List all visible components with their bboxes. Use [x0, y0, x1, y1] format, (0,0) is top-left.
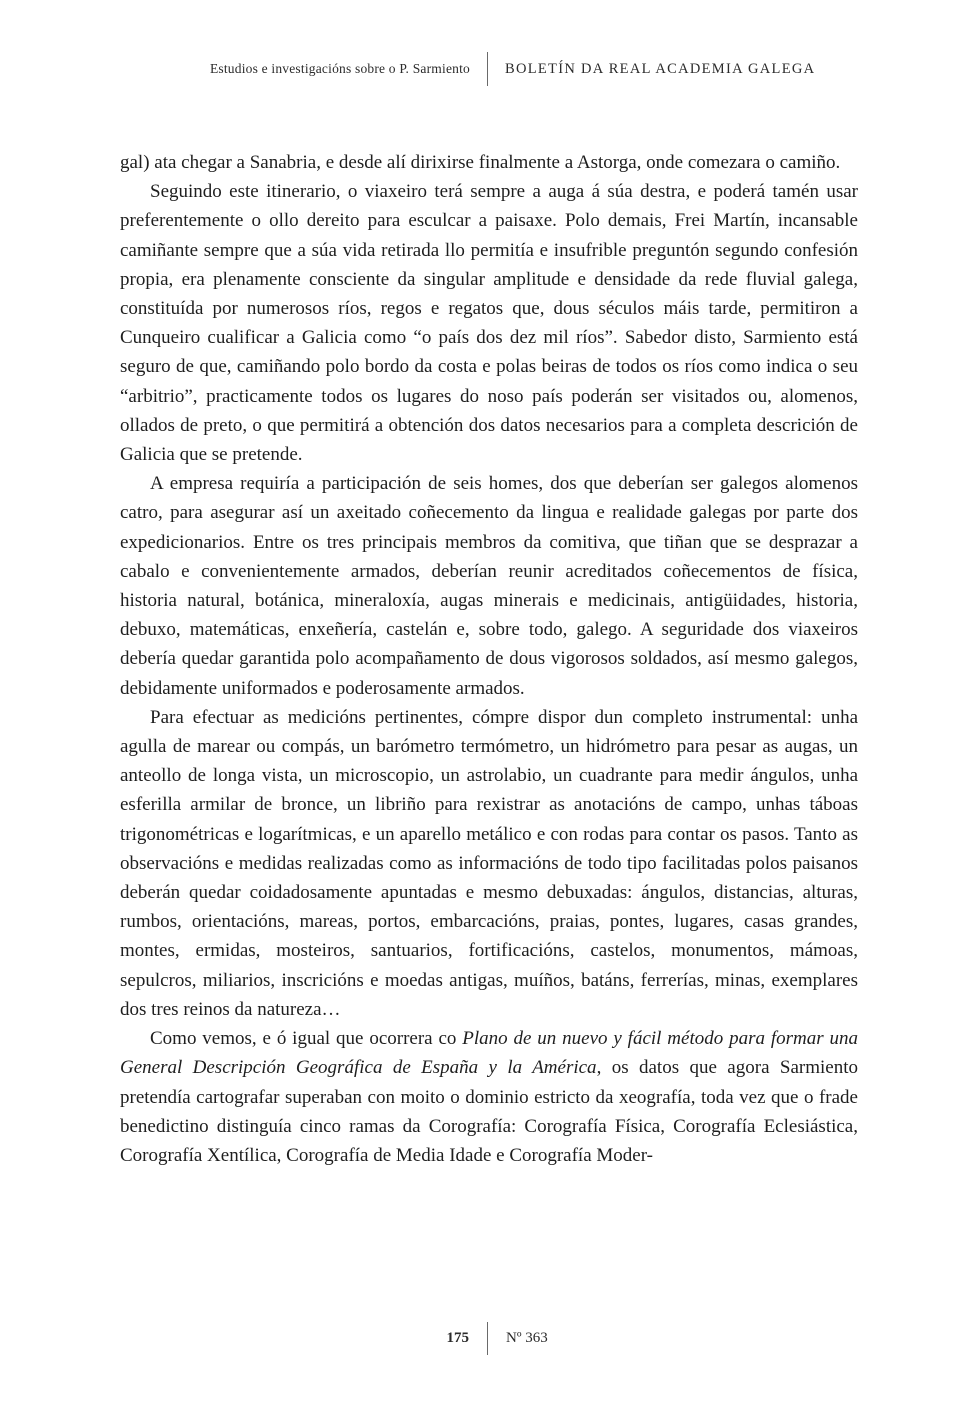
page-number: 175	[446, 1330, 469, 1346]
page-footer	[0, 1322, 975, 1355]
body-text	[120, 148, 858, 1170]
paragraph-text: Seguindo este itinerario, o viaxeiro terá sempre a auga á súa destra, e poderá tamén usar preferentemente o ollo dereito para esculcar a paisaxe. Polo demais, Frei Martín, incansable camiñante sempre que a súa vida retirada llo permitía e insufrible preguntón segundo confesión propia, era plenamente consciente da singular amplitude e densidade da rede fluvial galega, constituída por numerosos ríos, regos e regatos que, dous séculos máis tarde, permitiron a Cunqueiro cualificar a Galicia como “o país dos dez mil ríos”. Sabedor disto, Sarmiento está seguro de que, camiñando polo bordo da costa e polas beiras de todos os ríos como indica o seu “arbitrio”, practicamente todos os lugares do noso país poderán ser visitados ou, alomenos, ollados de preto, o que permitirá a obtención dos datos necesarios para a completa descrición de Galicia que se pretende.	[120, 181, 858, 466]
cited-work-title: Plano de un nuevo y fácil método para formar una General Descripción Geográfica de España y la América	[120, 1028, 858, 1079]
header-journal-title: BOLETÍN DA REAL ACADEMIA GALEGA	[505, 60, 816, 77]
paragraph	[120, 469, 858, 703]
issue-number: Nº 363	[506, 1330, 548, 1346]
paragraph-text: Para efectuar as medicións pertinentes, cómpre dispor dun completo instrumental: unha agulla de marear ou compás, un barómetro termómetro, un hidrómetro para pesar as augas, un anteollo de longa vista, un microscopio, un astrolabio, un cuadrante para medir ángulos, unha esferilla armilar de bronce, un libriño para rexistrar as anotacións de campo, unhas táboas trigonométricas e logarítmicas, e un aparello metálico e con rodas para contar os pasos. Tanto as observacións e medidas realizadas como as informacións de todo tipo facilitadas polos paisanos deberán quedar coidadosamente apuntadas e mesmo debuxadas: ángulos, distancias, alturas, rumbos, orientacións, mareas, portos, embarcacións, praias, pontes, lugares, casas grandes, montes, ermidas, mosteiros, santuarios, fortificacións, castelos, monumentos, mámoas, sepulcros, miliarios, inscricións e moedas antigas, muíños, batáns, ferrerías, minas, exemplares dos tres reinos da natureza…	[120, 706, 858, 1020]
paragraph-text: A empresa requiría a participación de seis homes, dos que deberían ser galegos alomenos catro, para asegurar así un axeitado coñecemento da lingua e realidade galegas por parte dos expedicionarios. Entre os tres principais membros da comitiva, que tiñan que se desprazar a cabalo e convenientemente armados, deberían reunir acreditados coñecementos de física, historia natural, botánica, mineraloxía, augas minerais e medicinais, antigüidades, historia, debuxo, matemáticas, enxeñería, castelán e, sobre todo, galego. A seguridade dos viaxeiros debería quedar garantida polo acompañamento de dous vigorosos soldados, así mesmo galegos, debidamente uniformados e poderosamente armados.	[120, 473, 858, 699]
paragraph-text: gal) ata chegar a Sanabria, e desde alí dirixirse finalmente a Astorga, onde comezara o camiño.	[120, 152, 841, 173]
page-header	[0, 52, 975, 86]
header-section-title: Estudios e investigacións sobre o P. Sarmiento	[209, 61, 470, 76]
paragraph-text: , os datos que agora Sarmiento pretendía cartografar superaban con moito o dominio estricto da xeografía, toda vez que o frade benedictino distinguía cinco ramas da Corografía: Corografía Física, Corografía Eclesiástica, Corografía Xentílica, Corografía de Media Idade e Corografía Moder-	[120, 1057, 858, 1166]
paragraph-text: Como vemos, e ó igual que ocorrera co	[150, 1028, 463, 1050]
paragraph	[120, 703, 858, 1024]
paragraph	[120, 148, 858, 177]
paragraph	[120, 177, 858, 469]
paragraph	[120, 1024, 858, 1170]
